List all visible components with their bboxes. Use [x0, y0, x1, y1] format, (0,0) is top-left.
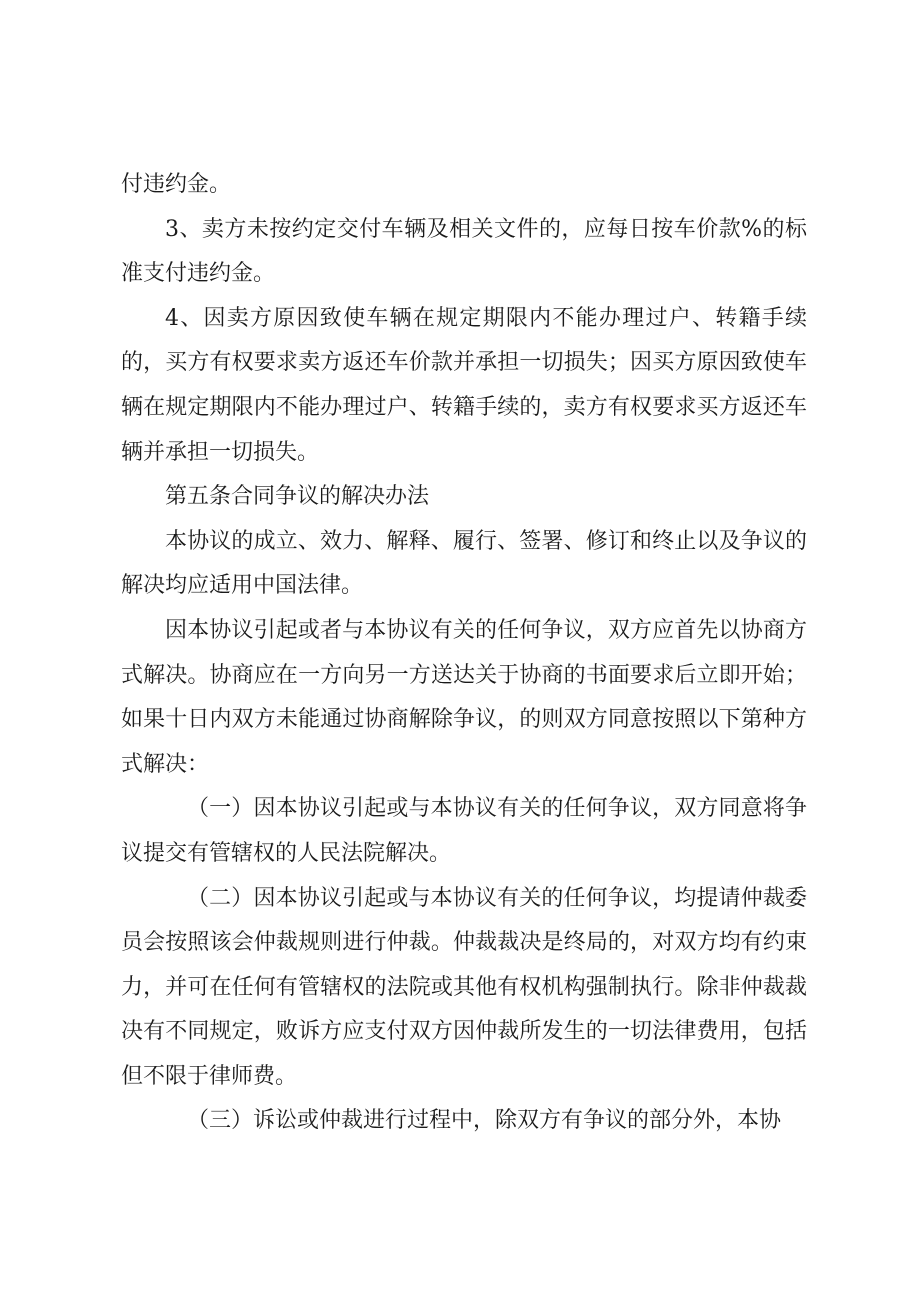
- paragraph-option-1-court: （一）因本协议引起或与本协议有关的任何争议，双方同意将争议提交有管辖权的人民法院解决。: [121, 796, 807, 866]
- document-body: [121, 163, 807, 1144]
- paragraph-option-2-arbitration: （二）因本协议引起或与本协议有关的任何争议，均提请仲裁委员会按照该会仲裁规则进行仲裁。仲裁裁决是终局的，对双方均有约束力，并可在任何有管辖权的法院或其他有权机构强制执行。除非仲裁裁决有不同规定，败诉方应支付双方因仲裁所发生的一切法律费用，包括但不限于律师费。: [121, 885, 807, 1089]
- section-heading-article-5: 第五条合同争议的解决办法: [165, 484, 430, 510]
- paragraph-negotiation: 因本协议引起或者与本协议有关的任何争议，双方应首先以协商方式解决。协商应在一方向另一方送达关于协商的书面要求后立即开始；如果十日内双方未能通过协商解除争议，的则双方同意按照以下第种方式解决：: [121, 617, 807, 777]
- paragraph-continuation: 付违约金。: [121, 172, 232, 197]
- paragraph-clause-4: 4、因卖方原因致使车辆在规定期限内不能办理过户、转籍手续的，买方有权要求卖方返还车价款并承担一切损失；因买方原因致使车辆在规定期限内不能办理过户、转籍手续的，卖方有权要求买方返还车辆并承担一切损失。: [121, 305, 807, 465]
- paragraph-governing-law: 本协议的成立、效力、解释、履行、签署、修订和终止以及争议的解决均应适用中国法律。: [121, 528, 807, 599]
- paragraph-option-3-proceedings: （三）诉讼或仲裁进行过程中，除双方有争议的部分外，本协: [187, 1108, 782, 1134]
- paragraph-clause-3: 3、卖方未按约定交付车辆及相关文件的，应每日按车价款%的标准支付违约金。: [121, 216, 807, 287]
